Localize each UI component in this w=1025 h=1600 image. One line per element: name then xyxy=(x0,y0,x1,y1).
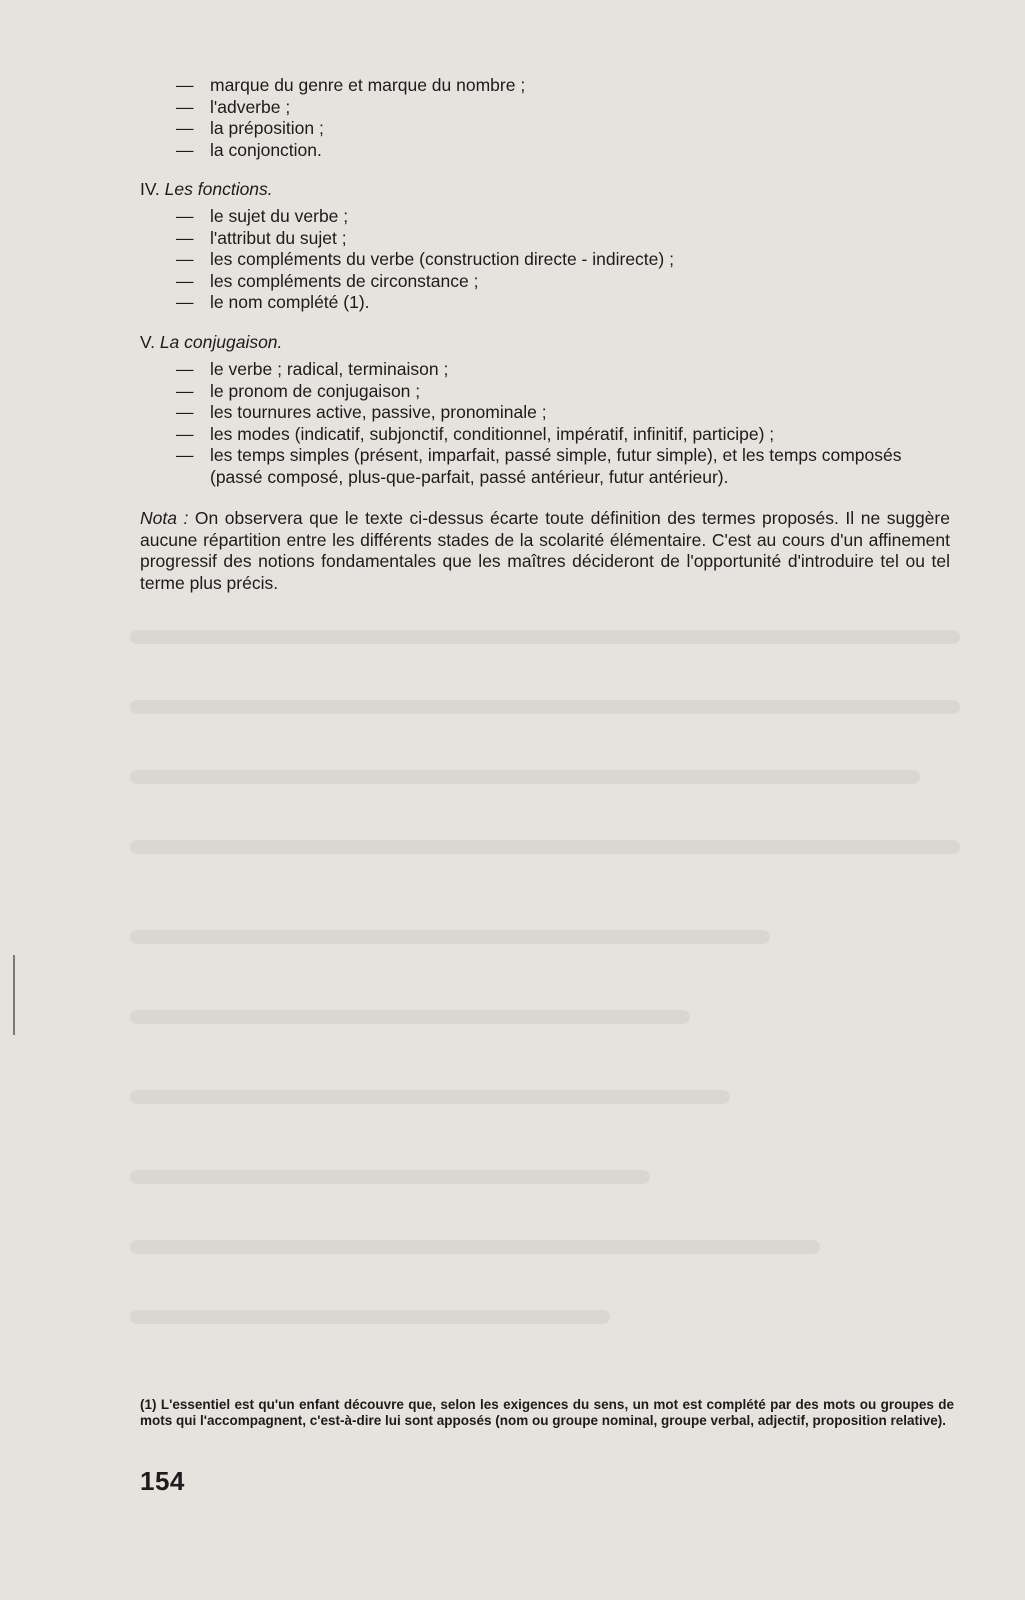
section-heading: V. La conjugaison. xyxy=(140,332,283,352)
list-item: — le nom complété (1). xyxy=(176,292,370,312)
list-item: — les compléments de circonstance ; xyxy=(176,270,479,291)
show-through-line xyxy=(130,1010,690,1024)
section-iv xyxy=(140,178,950,314)
list-item: — la préposition ; xyxy=(176,118,324,138)
list-item: — l'attribut du sujet ; xyxy=(176,227,347,248)
show-through-line xyxy=(130,1240,820,1254)
footnote: (1) L'essentiel est qu'un enfant découvre que, selon les exigences du sens, un mot est complété par des mots ou groupes de mots qui l'accompagnent, c'est-à-dire lui sont apposés (nom ou groupe nominal, groupe verbal, adjectif, proposition relative). xyxy=(140,1397,954,1428)
list-item: — le sujet du verbe ; xyxy=(176,206,349,226)
show-through-line xyxy=(130,1170,650,1184)
nota-paragraph xyxy=(140,508,950,594)
show-through-line xyxy=(130,840,960,854)
list-item: — les temps simples (présent, imparfait, passé simple, futur simple), et les temps composés (passé composé, plus-que-parfait, passé antérieur, futur antérieur). xyxy=(176,445,902,487)
show-through-line xyxy=(130,770,920,784)
list-item: — les tournures active, passive, pronominale ; xyxy=(176,402,547,422)
section-heading: IV. Les fonctions. xyxy=(140,179,273,199)
list-continuation xyxy=(140,75,950,161)
list-item: — la conjonction. xyxy=(176,139,322,160)
list-item: — l'adverbe ; xyxy=(176,96,291,117)
list-item: — les compléments du verbe (construction directe - indirecte) ; xyxy=(176,249,674,269)
nota-text: On observera que le texte ci-dessus écarte toute définition des termes proposés. Il ne suggère aucune répartition entre les différents stades de la scolarité élémentaire. C'est au cours d'un affinement progressif des notions fondamentales que les maîtres décideront de l'opportunité d'introduire tel ou tel terme plus précis. xyxy=(140,508,950,593)
page-number: 154 xyxy=(140,1466,185,1496)
show-through-line xyxy=(130,930,770,944)
show-through-line xyxy=(130,1090,730,1104)
section-v xyxy=(140,331,950,488)
list-item: — le pronom de conjugaison ; xyxy=(176,380,421,401)
list-item: — le verbe ; radical, terminaison ; xyxy=(176,359,449,379)
nota-label: Nota : xyxy=(140,508,189,528)
show-through-line xyxy=(130,700,960,714)
list-item: — marque du genre et marque du nombre ; xyxy=(176,75,526,95)
show-through-line xyxy=(130,630,960,644)
show-through-line xyxy=(130,1310,610,1324)
margin-mark xyxy=(13,955,15,1035)
list-item: — les modes (indicatif, subjonctif, conditionnel, impératif, infinitif, participe) ; xyxy=(176,423,775,444)
